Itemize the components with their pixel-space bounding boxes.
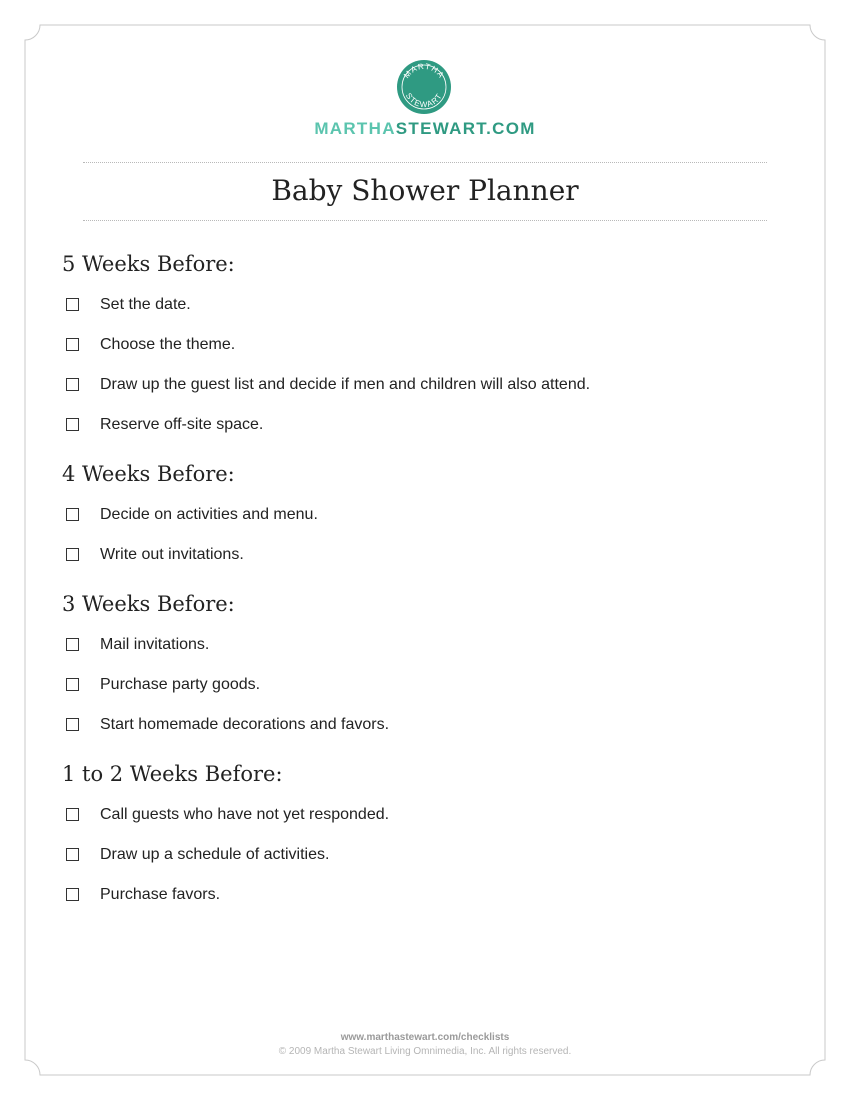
- checklist-item-label: Draw up a schedule of activities.: [100, 846, 330, 863]
- footer-copyright: © 2009 Martha Stewart Living Omnimedia, Inc. All rights reserved.: [278, 1046, 572, 1057]
- brand-wordmark: [0, 119, 850, 139]
- checkbox-icon[interactable]: [66, 508, 79, 521]
- martha-stewart-logo: [396, 59, 452, 115]
- checklist-item-label: Draw up the guest list and decide if men and children will also attend.: [100, 376, 591, 393]
- checklist-item[interactable]: [64, 885, 824, 907]
- checklist-item-label: Decide on activities and menu.: [100, 506, 318, 523]
- checkbox-icon[interactable]: [66, 378, 79, 391]
- checkbox-icon[interactable]: [66, 638, 79, 651]
- checklist-item[interactable]: [64, 335, 824, 357]
- checklist-item-label: Mail invitations.: [100, 636, 210, 653]
- divider-top: [83, 162, 767, 163]
- checkbox-icon[interactable]: [66, 298, 79, 311]
- logo-text-bottom: STEWART: [403, 91, 445, 110]
- checkbox-icon[interactable]: [66, 418, 79, 431]
- checklist-item[interactable]: [64, 295, 824, 317]
- section-heading: 4 Weeks Before:: [62, 462, 235, 486]
- section-heading: 3 Weeks Before:: [62, 592, 235, 616]
- checklist-item[interactable]: [64, 635, 824, 657]
- checklist-item[interactable]: [64, 715, 824, 737]
- checklist-item-label: Call guests who have not yet responded.: [100, 806, 390, 823]
- checkbox-icon[interactable]: [66, 678, 79, 691]
- wordmark-martha: MARTHA: [314, 119, 396, 138]
- wordmark-stewart: STEWART.COM: [395, 119, 536, 138]
- checklist-item[interactable]: [64, 675, 824, 697]
- divider-bottom: [83, 220, 767, 221]
- checkbox-icon[interactable]: [66, 338, 79, 351]
- logo-text-top: MARTHA: [402, 61, 446, 81]
- checklist-item[interactable]: [64, 375, 824, 397]
- checkbox-icon[interactable]: [66, 548, 79, 561]
- checklist-item-label: Choose the theme.: [100, 336, 236, 353]
- page-title: Baby Shower Planner: [271, 174, 579, 207]
- checkbox-icon[interactable]: [66, 808, 79, 821]
- section-heading: 1 to 2 Weeks Before:: [62, 762, 283, 786]
- checklist-item[interactable]: [64, 545, 824, 567]
- checklist-item[interactable]: [64, 845, 824, 867]
- checklist-item[interactable]: [64, 505, 824, 527]
- checklist-item-label: Set the date.: [100, 296, 191, 313]
- checklist-item-label: Purchase favors.: [100, 886, 221, 903]
- checkbox-icon[interactable]: [66, 718, 79, 731]
- checklist-item-label: Reserve off-site space.: [100, 416, 264, 433]
- checklist-item[interactable]: [64, 805, 824, 827]
- checklist-item-label: Start homemade decorations and favors.: [100, 716, 390, 733]
- checklist-item-label: Purchase party goods.: [100, 676, 261, 693]
- checkbox-icon[interactable]: [66, 848, 79, 861]
- footer-url: www.marthastewart.com/checklists: [340, 1032, 510, 1043]
- section-heading: 5 Weeks Before:: [62, 252, 235, 276]
- checklist-item-label: Write out invitations.: [100, 546, 244, 563]
- checklist-item[interactable]: [64, 415, 824, 437]
- checkbox-icon[interactable]: [66, 888, 79, 901]
